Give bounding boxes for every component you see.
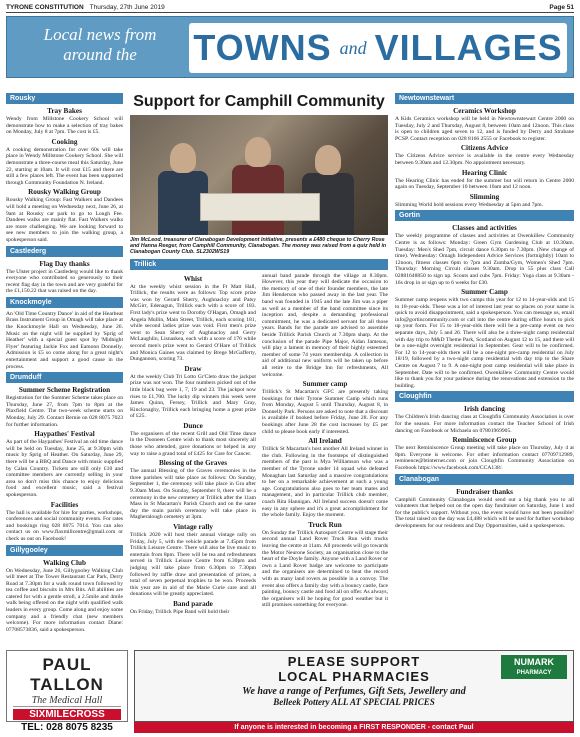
section-cloughfin: Cloughfin bbox=[395, 391, 574, 402]
article-text: Summer camp reopens with two camps this year for 12 to 14-year-olds and 15 to 18-year-olds. These was a lot of interest last year so places on your name is quick to avoid disappointment, said a spokesperson. You can message us, email info@gortincommunity.com or call into the centre during office hours to pick up your form. For 15 to 18-year-olds there will be a pre-camp event on two separate days, July 5 and 26. There will also be a three-night camp residential with day trip to M&D Theme Park, Scotland on August 12 to 15, and there will be a one-night overnight residential in September. Gear will to be confirmed. For 12 to 14-year-olds there will be a one-night pre-camp residential on July 18/19, followed by a two-night camp residential with day trip to the Share Centre on August 7 to 9. A one-night post camp residential will take place in September. Date will to be confirmed. Owenkillew Community Centre would like to thank you for your patience during the renovations and extension to the building. bbox=[395, 297, 574, 389]
heading: Summer camp bbox=[302, 380, 348, 389]
cheque-presentation-photo bbox=[130, 115, 388, 235]
article-text: Wendy from Millstone Cookery School will demonstrate how to make a selection of tray bakes on Monday, July 8 at 7pm. The cost is £5. bbox=[6, 116, 123, 136]
heading: Hearing Clinic bbox=[461, 168, 508, 177]
heading: Reminiscence Group bbox=[452, 436, 517, 445]
article-text: annual band parade through the village at 8.30pm. However, this year they will dedicate the occasion to the memory of one of their founder members, the late Jim Henderson who passed away in the last year. The band was founded in 1945 and the late Jim was a piper as well as a member of the band committee since its inception and, despite a demanding professional commitment, he was a dedicated servant for all those years. Bands for the parade are advised to assemble beside Trillick Parish Church at 7.30pm sharp. At the conclusion of the parade Pipe Major, Aidan Jameson, will play a lament in memory of their highly esteemed member of some 74 years membership. A collection in aid of additional new uniform will be taken up before all retire to the Bridge Inn for refreshments, All welcome. bbox=[262, 272, 388, 378]
article-text: An 'Old Time Country Dance' in aid of the Hearbeat Brass Instrument Group in Omagh will take place at the Knockmoyle Hall on Wednesday, June 26. Music on the night will be supplied by 'Sprig of Heather' with a special guest spot by 'Midnight Flyer' featuring Jackie Fox and Eamonn Donnelly. Admission is £5 so come along for a great night's entertainment and support a good cause in the process. bbox=[6, 310, 123, 370]
article-text: The hall is available for hire for parties, workshops, conferences and social community events. For rates and bookings ring 028 8075 7014. You can also contact us on www.flaxmillcentre@gmail.com or check us out on Facebook! bbox=[6, 509, 123, 542]
article-text: A cooking demonstration for over 60s will take place in Wendy Millstone Cookery School. She will demonstrate a three-course meal this Saturday, June 22, starting at 10am. It will cost £15 and there are still a few places left. The event has been supported through Community Foundation N. Ireland. bbox=[6, 146, 123, 186]
heading: Draw bbox=[184, 364, 202, 373]
article-text: Rousky Walking Group: Fast Walkers and Dandees will hold a meeting on Wednesday next, June 26, at 9am at Rousky car park to go to Lough Fee. Dandees walks are mainly flat. Fast Walkers walks are more challenging. We are looking forward to see new members to join the walking group, a spokesperson said. bbox=[6, 197, 123, 243]
section-gortin: Gortin bbox=[395, 210, 574, 221]
cheque bbox=[200, 193, 320, 221]
section-rousky: Rousky bbox=[6, 93, 123, 104]
trillick-col-1 bbox=[130, 273, 256, 618]
heading: Summer Camp bbox=[461, 288, 508, 297]
article-text: On Friday, Trillick Pipe Band will hold their bbox=[130, 608, 230, 615]
article-text: On Sunday the Trillick Autosport Centre will stage their second annual Land Rover Truck Run with trucks leaving the centre at 11am. All proceeds will go towards the Motor Neurone Society, an organisation close to the heart of the Doyle family. Anyone with a Land Rover or own a Land Rover badge are welcome to participate and the organisers are determined to beat the record with as many land rovers as possible in a convoy. The event also offers a family day with a bouncy castle, face painting, bouncy castle and food all on offer. As always, the organisers will be hoping for good weather but it still promises something for everyone. bbox=[262, 529, 388, 609]
ad-town: SIXMILECROSS bbox=[13, 709, 121, 720]
heading: Irish dancing bbox=[464, 405, 505, 414]
photo-caption: Jim McLeod, treasurer of Clanabogan Development Initiative, presents a £480 cheque to Cherry Rose and Hanna Reeger, from Camphill Community, Clanabogan. The money was raised from a quiz held in Clanabogan County Club. SL2302WS19 bbox=[130, 237, 387, 256]
paul-tallon-ad bbox=[6, 650, 128, 733]
article-text: The Hearing Clinic has ended for the summer but will return in Centre 2000 again on Tuesday, September 10 between 10am and 12 noon. bbox=[395, 177, 574, 191]
ad-business-sub: The Medical Hall bbox=[13, 695, 121, 707]
heading: Vintage rally bbox=[173, 523, 213, 532]
masthead-tagline bbox=[15, 25, 185, 65]
masthead-title bbox=[189, 23, 567, 73]
heading: Whist bbox=[183, 274, 203, 283]
trillick-col-2 bbox=[262, 273, 388, 618]
article-text: Registration for the Summer Scheme takes place on Thursday, June 27, from 7pm to 8pm at the Plaxfield Centre. The two-week scheme starts on Monday, July 29. Contact Bernie on 028 8075 7023 for further information. bbox=[6, 395, 123, 428]
article-text: Trillick's St Macartan's GFC are presently taking bookings for their Tyrone Summer Camp which runs from Monday, August 5 until Thursday, August 8, in Donnelly Park. Persons are asked to note that a discount is available if booked before Friday, June 28. For any bookings after June 28 the cost increases by £5 per child so please book early if interested. bbox=[262, 389, 388, 435]
heading: Walking Club bbox=[43, 558, 86, 567]
masthead-word-and: and bbox=[339, 37, 367, 58]
section-trillick: Trillick bbox=[130, 259, 388, 270]
article-text: Camphill Community Clanabogan would send out a big thank you to all volunteers that helped out on the open day fundraiser on Saturday, June 1 and for the public's support. Without you, the event would have not been possible! The total raised on the day was £4,488 which will be used for further workshop developments for our residents and Day Opportunities, said a spokesperson. bbox=[395, 496, 574, 529]
heading: All Ireland bbox=[308, 437, 342, 446]
heading: Flag Day thanks bbox=[39, 259, 90, 268]
ad-headline-1: PLEASE SUPPORT bbox=[287, 654, 421, 669]
heading: Truck Run bbox=[308, 520, 342, 529]
article-text: At the weekly whist session in the Ft Matt Hall, Trillick, the results were as follows: Top score prize was won by Gerard Sherry, Aughnacloy and Patsy McGirr, Edenagun, Trillick each with a score of 183. First lady's prize went to Dorothy O'Hagan, Omagh and Angela Mullin, Main Street, Trillick, each scoring 181, while second ladies prize was void. First men's prize went to Sean Sherry of Aughnacloy and Gerry McLaughlin, Lisnaskea, each with a score of 176 while second men's prize went to Gerard O'Hare of Trillick and Monica Gaines was claimed by Brege McGafferty, Dungannon, scoring 73. bbox=[130, 283, 256, 363]
masthead-word-towns: TOWNS bbox=[193, 27, 332, 68]
heading: Summer Scheme Registration bbox=[18, 386, 111, 395]
right-column bbox=[395, 93, 574, 646]
footer-advertisements bbox=[6, 650, 574, 734]
page-header bbox=[6, 3, 574, 13]
ad-body-2: Belleek Pottery ALL AT SPECIAL PRICES bbox=[273, 697, 435, 707]
first-responder-banner: If anyone is interested in becoming a FIRST RESPONDER - contact Paul bbox=[134, 722, 574, 733]
article-text: Trillick 2020 will host their annual vintage rally on Friday, July 5, with the vehicle parade at 7.45pm from Trillick Leisure Centre. There will also be live music to entertain from 8pm. There will be tea and refreshments served in Trillick Leisure Centre from 6.30pm and judging will take place from 6.30pm to 7.30pm followed by raffle draw and presentation of prizes, a total of seven perpetual trophies to be won. Proceeds this year are in aid of the Marie Curie care and all donations will be greatly appreciated. bbox=[130, 532, 256, 598]
heading: Blessing of the Graves bbox=[158, 459, 228, 468]
heading: Ceramics Workshop bbox=[453, 107, 516, 115]
heading: Citizens Advice bbox=[460, 144, 509, 153]
section-knockmoyle: Knockmoyle bbox=[6, 297, 123, 308]
heading: Cooking bbox=[51, 137, 78, 146]
article-text: The annual Blessing of the Graves ceremonies in the three parishes will take place as follows: On Sunday, September 1, the ceremony will take place in Gra after 9.30am Mass. On Sunday, September 8, there will be a ceremony in the new cemetery at Trillick after the 11am Mass in St Macartan's Parish Church and on the same day the main parish ceremony will take place in Magheralough cemetery at 3pm. bbox=[130, 468, 256, 521]
article-text: Slimming World hold sessions every Wednesday at 5pm and 7pm. bbox=[395, 201, 544, 208]
masthead-line2: around the bbox=[63, 45, 137, 64]
masthead-banner bbox=[6, 16, 574, 78]
ad-business-name: PAUL TALLON bbox=[30, 655, 104, 694]
page-number: Page 51 bbox=[549, 4, 574, 11]
article-text: The weekly programme of classes and activities at Owenkillew Community Centre is as follows: Monday: Green Gym Gardening Club at 10.30am. Tuesday: Men's Shed 7pm, circuit dance 6.30pm to 7.30pm. (New change of time). Wednesday: Omagh Independent Advice Services (fortnightly) 10am to 12noon, fitness classes 6pm to 7pm and Zumba/Gym, Women's Shed 7pm. Thursday: Morning Circuit classes 9.30am. Drop in 55 plus class Call 02881648850 to sign up. Scouts and cubs 7pm. Friday: Yoga class at 9.30am - 16s drop in or sign up to 6 weeks for £30. bbox=[395, 233, 574, 286]
pharmacy-ad bbox=[134, 650, 574, 722]
section-drumduff: Drumduff bbox=[6, 372, 123, 383]
ad-headline-2: LOCAL PHARMACIES bbox=[278, 669, 430, 684]
ad-telephone: TEL: 028 8075 8235 bbox=[21, 722, 113, 733]
heading: Band parade bbox=[173, 599, 213, 608]
heading: Haypathes' Festival bbox=[34, 430, 95, 439]
section-newtownstewart: Newtownstewart bbox=[395, 93, 574, 104]
article-text: The organisers of the recent Grill and Old Time dance in the Dooneen Centre wish to thank most sincerely all those who attended, gave donations or helped in any way to raise a grand total of £425 for Care for Cancer. bbox=[130, 430, 256, 457]
middle-column bbox=[130, 93, 388, 646]
article-text: A Kids Ceramics workshop will be held in Newtownstewart Centre 2000 on Tuesday, July 2 and Thursday, August 8, between 10am and 12noon. This class is open to children aged seven to 12, and is funded by Derry and Strabane PCSP. Contact reception on 028 8166 2555 or Facebook to register. bbox=[395, 116, 574, 142]
numark-logo: NUMARK PHARMACY bbox=[501, 655, 567, 679]
left-column bbox=[6, 93, 123, 646]
trillick-columns bbox=[130, 273, 388, 618]
section-gillygooley: Gillygooley bbox=[6, 545, 123, 556]
heading: Dunce bbox=[183, 421, 203, 430]
article-text: At the weekly Club Tri Lotto Gr'Cleto draw the jackpot prize was not won. The four numbers picked out of the little black bag were 1, 7, 19 and 23. The jackpot now rises to £1,700. The lucky dip winners this week were James Quinn, Fersey, Trillick and Mary Gray, Kinclonaghy, Trillick each bringing home a great prize of £25. bbox=[130, 373, 256, 420]
article-text: As part of the Haypathes' Festival an old time dance will be held on Tuesday, June 25, at 9.30pm with music by Sprig of Heather. On Saturday, June 29, there will be a BBQ and Dance with music supplied by Calan Country. Tickets are still only £10 and committee members are currently selling in your area so don't miss this chance to enjoy delicious food and excellent music, said a festival spokesperson. bbox=[6, 439, 123, 498]
heading: Classes and activities bbox=[452, 224, 517, 233]
paper-name: TYRONE CONSTITUTION bbox=[6, 4, 84, 11]
article-text: The Children's Irish dancing class at Cloughfin Community Association is over for the season. For more information contact the Teacher School of Irish dancing on Facebook or Michaela on 07801969905. bbox=[395, 414, 574, 434]
article-text: The Citizens Advice service is available in the centre every Wednesday between 9.30am and 12.30pm. No appointment necessary. bbox=[395, 153, 574, 166]
section-clanabogan: Clanabogan bbox=[395, 474, 574, 485]
heading: Rousky Walking Group bbox=[28, 188, 101, 197]
masthead-word-villages: VILLAGES bbox=[374, 27, 563, 68]
ad-body-1: We have a range of Perfumes, Gift Sets, Jewellery and bbox=[242, 686, 466, 697]
lead-headline: Support for Camphill Community bbox=[133, 93, 385, 110]
heading: Slimming bbox=[469, 192, 500, 201]
article-text: Trillick St Macartan's host another All Ireland winner in the club. Following in the footsteps of distinguished members of the past is Mya Williamson who was a member of the Tyrone under 14 squad who defeated Monaghan last Saturday and a massive congratulations to her on a remarkable achievement at such a young age. Congratulations also goes to her team mates and management, and in particular Trillick club member, coach Rita Hannigan. All Ireland success doesn't come easy in any sphere and it's a great accomplishment for the whole family. Enjoy the moment. bbox=[262, 446, 388, 519]
heading: Facilities bbox=[50, 500, 79, 509]
article-text: The next Reminiscence Group meeting will take place on Thursday, July 4 at 8pm. Everyone is welcome. For other information contact 07709712989, reminence@btinternet.com or join Cloughfin Community Association on Facebook https://www.facebook.com/CCA138/. bbox=[395, 445, 574, 471]
masthead-line1: Local news from bbox=[43, 25, 157, 44]
article-text: On Wednesday, June 26, Gillygooley Walking Club will meet at The Tower Restaurant Car Park, Derry Road at 7.30pm for a walk round town followed by tea coffee and biscuits in Mrs Bits. All abilities are catered for with a gentle stroll, a 2.5mile and 4mile walk being offered on the night with qualified walk leaders in every group. Come along and enjoy some company and a friendly chat (new members welcome). For more information contact Diane: 07708573836, said a spokesperson. bbox=[6, 567, 123, 633]
heading: Tray Bakes bbox=[47, 107, 82, 115]
section-castlederg: Castlederg bbox=[6, 246, 123, 257]
issue-date: Thursday, 27th June 2019 bbox=[89, 4, 165, 11]
heading: Fundraiser thanks bbox=[456, 487, 513, 496]
article-text: The Ulster project in Castlederg would like to thank everyone who contributed so generously to their recent flag day in the town and are very grateful for the £1,150.22 that was raised on the day. bbox=[6, 268, 123, 295]
